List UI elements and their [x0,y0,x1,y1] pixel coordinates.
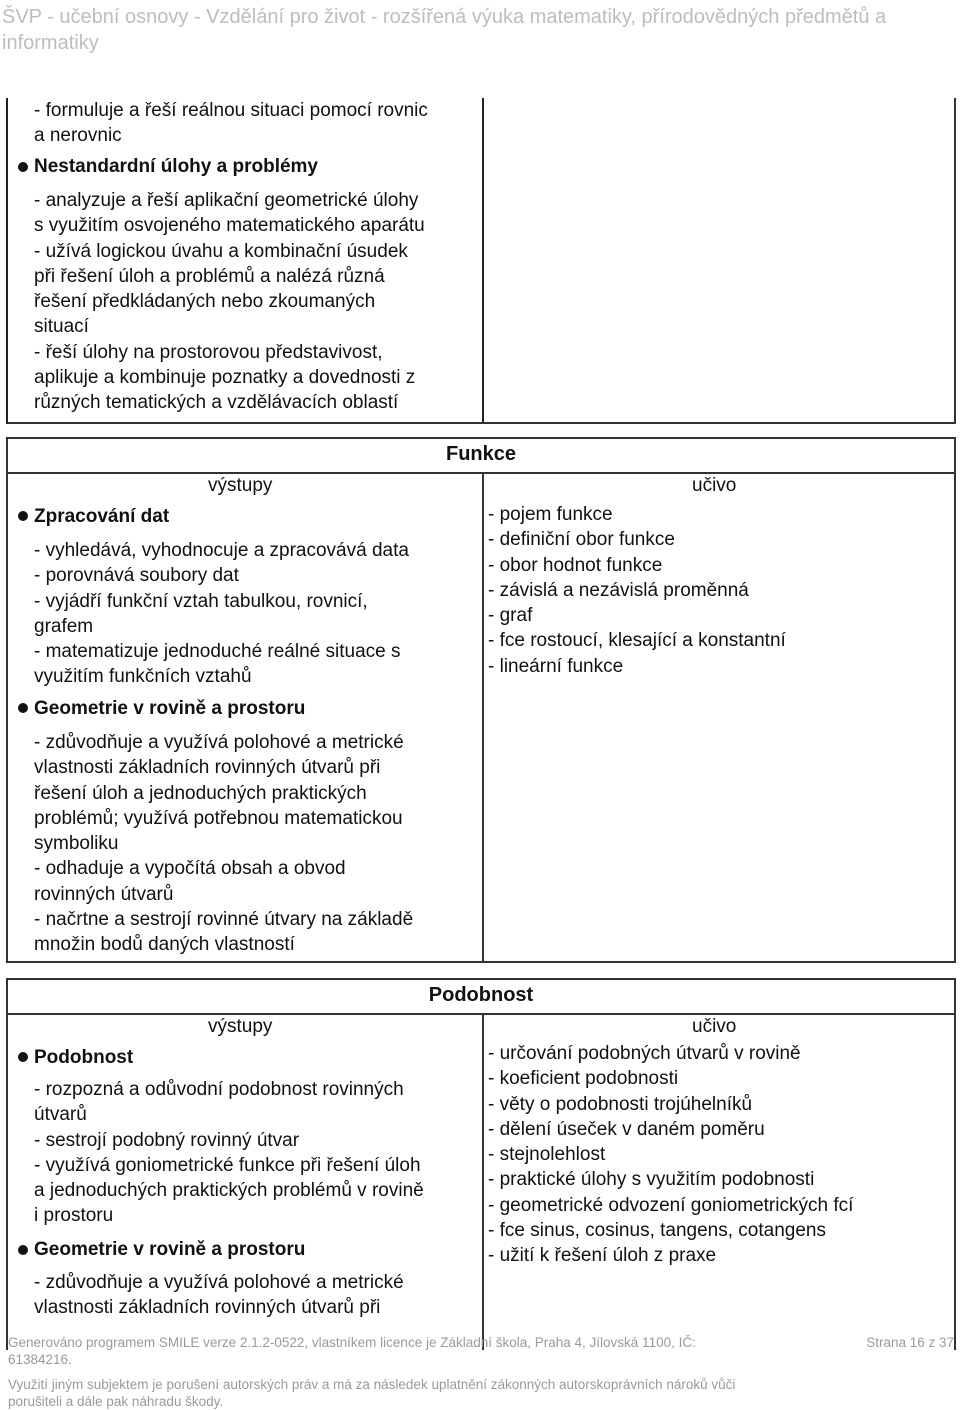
list-item: - věty o podobnosti trojúhelníků [488,1093,753,1115]
text-line: využitím funkčních vztahů [34,666,252,688]
column-header-outputs: výstupy [208,1016,273,1037]
list-item: - praktické úlohy s využitím podobnosti [488,1169,815,1191]
list-item: - dělení úseček v daném poměru [488,1118,765,1140]
footer-notice [8,1376,735,1410]
text-line: - využívá goniometrické funkce při řešení úloh [34,1154,421,1176]
header-line-1: ŠVP - učební osnovy - Vzdělání pro život - rozšířená výuka matematiky, přírodovědných předmětů a [2,6,887,28]
heading-data-processing: Zpracování dat [34,506,170,527]
title-divider [8,1013,954,1015]
list-item: - koeficient podobnosti [488,1068,679,1090]
footer-notice-line: porušiteli a dále pak náhradu škody. [8,1394,224,1409]
text-line: vlastnosti základních rovinných útvarů při [34,757,381,779]
text-line: útvarů [34,1104,87,1126]
text-line: - rozpozná a odůvodní podobnost rovinných [34,1079,404,1100]
list-item: - obor hodnot funkce [488,554,663,576]
column-divider [482,98,484,422]
text-line: - vyjádří funkční vztah tabulkou, rovnicí, [34,590,368,612]
text-line: řešení úloh a jednoduchých praktických [34,782,367,804]
column-divider [482,472,484,961]
text-line: a jednoduchých praktických problémů v rovině [34,1180,424,1202]
heading-nonstandard: Nestandardní úlohy a problémy [34,156,318,177]
text-line: - vyhledává, vyhodnocuje a zpracovává data [34,540,409,561]
outputs-lines-a [34,98,428,149]
text-line: - matematizuje jednoduché reálné situace s [34,641,401,663]
list-item: - určování podobných útvarů v rovině [488,1043,801,1064]
continuation-table [6,98,956,424]
text-line: i prostoru [34,1205,114,1227]
footer-generated: Generováno programem SMILE verze 2.1.2-0522, vlastníkem licence je Základní škola, Praha 4, Jílovská 1100, IČ: [8,1335,696,1350]
list-item: - geometrické odvození goniometrických fcí [488,1194,854,1216]
heading-similarity: Podobnost [34,1047,134,1068]
heading-geometry: Geometrie v rovině a prostoru [34,1239,306,1260]
outputs-lines-2 [34,1270,404,1321]
list-item: - závislá a nezávislá proměnná [488,579,749,601]
text-line: a nerovnic [34,125,122,147]
text-line: - načrtne a sestrojí rovinné útvary na základě [34,909,414,931]
footer-notice-line: Využití jiným subjektem je porušení autorských práv a má za následek uplatnění zákonných autorskoprávních nároků vůči [8,1377,736,1392]
page-header [0,0,960,64]
bullet-icon [18,703,28,713]
list-item: - fce rostoucí, klesající a konstantní [488,630,786,652]
text-line: množin bodů daných vlastností [34,934,295,956]
footer-ic: 61384216. [8,1352,72,1367]
header-line-2: informatiky [2,32,99,54]
text-line: problémů; využívá potřebnou matematickou [34,807,403,829]
bullet-icon [18,511,28,521]
list-item: - definiční obor funkce [488,529,675,551]
text-line: - užívá logickou úvahu a kombinační úsudek [34,240,408,262]
column-divider [482,1013,484,1350]
column-header-curriculum: učivo [692,475,737,496]
text-line: - zdůvodňuje a využívá polohové a metrické [34,1272,404,1293]
outputs-lines-2 [34,730,413,958]
section-title-funkce: Funkce [445,443,517,465]
curriculum-list [488,502,786,679]
list-item: - stejnolehlost [488,1144,606,1166]
text-line: vlastnosti základních rovinných útvarů při [34,1297,381,1319]
title-divider [8,472,954,474]
text-line: - odhaduje a vypočítá obsah a obvod [34,858,346,880]
text-line: symboliku [34,833,119,855]
text-line: aplikuje a kombinuje poznatky a dovednosti z [34,367,416,389]
text-line: - porovnává soubory dat [34,565,239,587]
text-line: grafem [34,615,94,637]
text-line: různých tematických a vzdělávacích oblastí [34,392,399,414]
list-item: - fce sinus, cosinus, tangens, cotangens [488,1220,826,1242]
table-funkce [6,437,956,963]
list-item: - pojem funkce [488,504,613,525]
text-line: při řešení úloh a problémů a nalézá různá [34,265,385,287]
outputs-lines-1 [34,538,409,690]
text-line: - analyzuje a řeší aplikační geometrické úlohy [34,190,419,211]
text-line: - sestrojí podobný rovinný útvar [34,1129,300,1151]
outputs-lines-b [34,188,425,416]
column-header-curriculum: učivo [692,1016,737,1037]
text-line: s využitím osvojeného matematického aparátu [34,215,425,237]
curriculum-list [488,1041,853,1269]
list-item: - graf [488,605,533,627]
list-item: - lineární funkce [488,655,624,677]
text-line: řešení předkládaných nebo zkoumaných [34,291,376,313]
text-line: - zdůvodňuje a využívá polohové a metrické [34,732,404,753]
section-title-podobnost: Podobnost [428,984,534,1006]
page-number: Strana 16 z 37 [866,1335,954,1350]
text-line: situací [34,316,89,338]
list-item: - užití k řešení úloh z praxe [488,1245,717,1267]
outputs-lines-1 [34,1077,424,1229]
bullet-icon [18,1245,28,1255]
bullet-icon [18,1052,28,1062]
text-line: - formuluje a řeší reálnou situaci pomocí rovnic [34,100,428,121]
bullet-icon [18,162,28,172]
page-footer [8,1334,958,1409]
column-header-outputs: výstupy [208,475,273,496]
table-podobnost [6,978,956,1350]
heading-geometry: Geometrie v rovině a prostoru [34,698,306,719]
text-line: - řeší úlohy na prostorovou představivost, [34,341,383,363]
text-line: rovinných útvarů [34,883,174,905]
